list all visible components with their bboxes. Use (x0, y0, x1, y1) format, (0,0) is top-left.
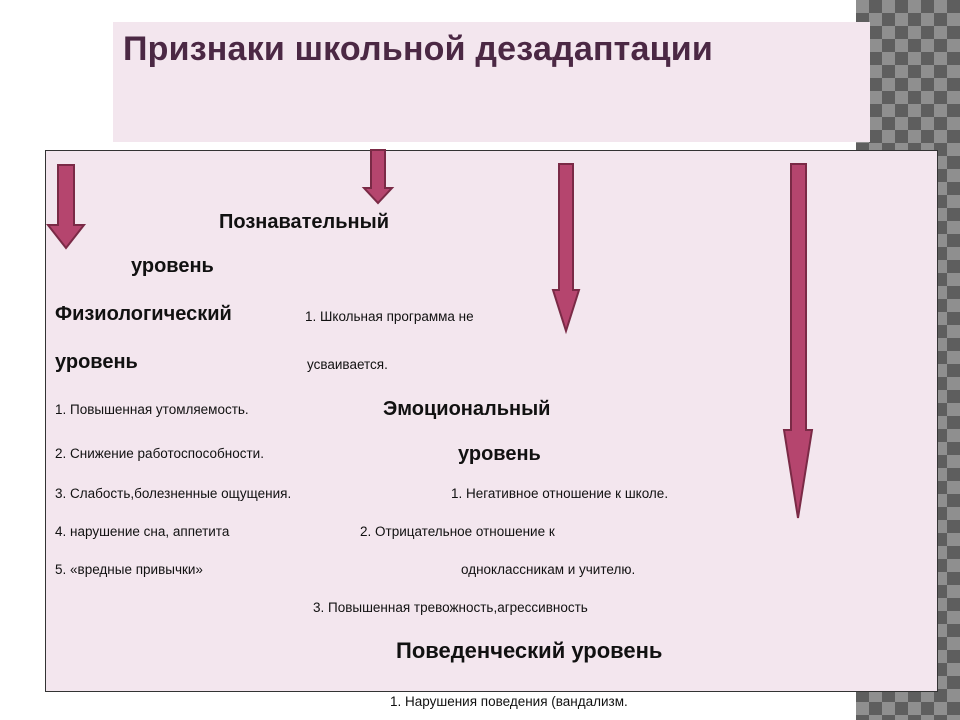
physiological-item-5: 5. «вредные привычки» (55, 562, 203, 577)
emotional-item-2: 2. Отрицательное отношение к (360, 524, 555, 539)
slide-title: Признаки школьной дезадаптации (123, 30, 713, 68)
physiological-item-2: 2. Снижение работоспособности. (55, 446, 264, 461)
behavioral-heading: Поведенческий уровень (396, 638, 663, 663)
physiological-item-3: 3. Слабость,болезненные ощущения. (55, 486, 292, 501)
physiological-heading-line1: Физиологический (55, 303, 232, 325)
physiological-item-4: 4. нарушение сна, аппетита (55, 524, 230, 539)
emotional-item-1: 1. Негативное отношение к школе. (451, 486, 669, 501)
cognitive-heading-line2: уровень (131, 255, 214, 277)
behavioral-item-1: 1. Нарушения поведения (вандализм. (390, 694, 628, 709)
emotional-heading-line2: уровень (458, 443, 541, 465)
emotional-heading-line1: Эмоциональный (383, 398, 551, 420)
physiological-heading-line2: уровень (55, 351, 138, 373)
cognitive-item-1: 1. Школьная программа не (305, 309, 474, 324)
emotional-item-4: 3. Повышенная тревожность,агрессивность (313, 600, 588, 615)
emotional-item-3: одноклассникам и учителю. (461, 562, 636, 577)
cognitive-heading-line1: Познавательный (219, 211, 389, 233)
physiological-item-1: 1. Повышенная утомляемость. (55, 402, 249, 417)
cognitive-item-2: усваивается. (307, 357, 388, 372)
